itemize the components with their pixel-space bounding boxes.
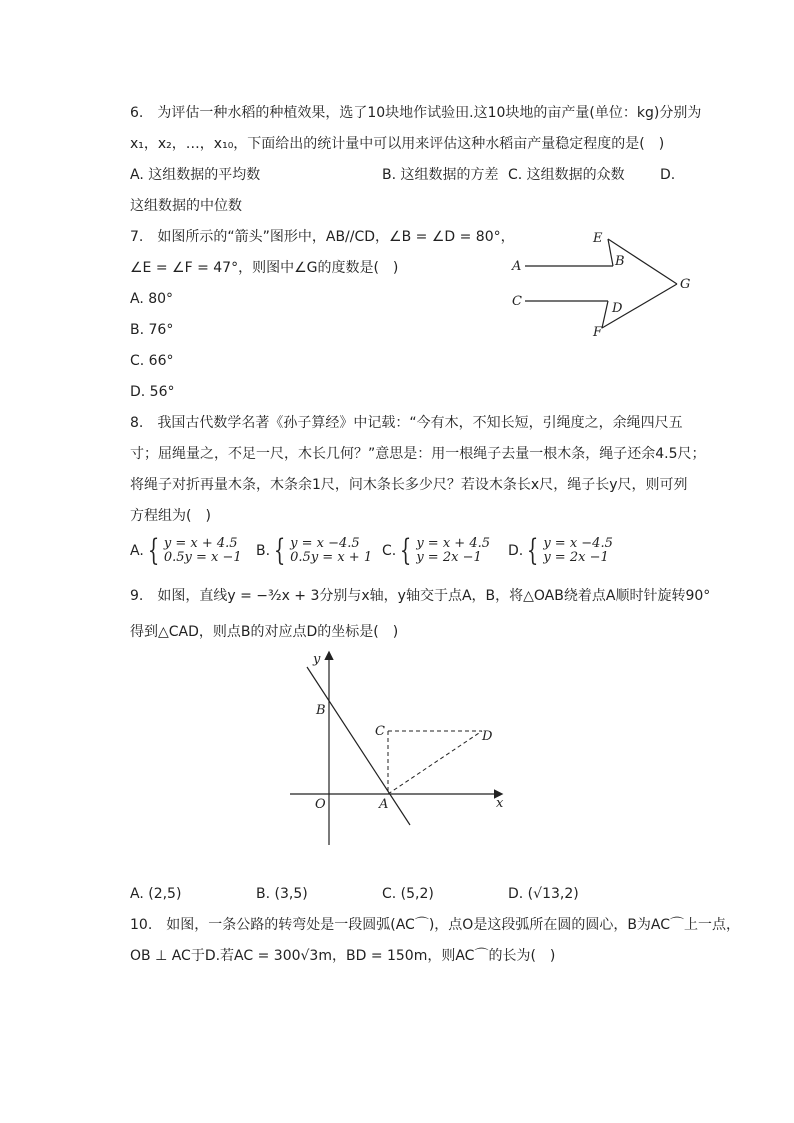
q7-option-b: B. 76° xyxy=(130,322,174,338)
q7-option-c: C. 66° xyxy=(130,353,174,369)
q6-line-2: x₁，x₂，…，x₁₀，下面给出的统计量中可以用来评估这种水稻亩产量稳定程度的是( ) xyxy=(130,136,665,152)
q7-arrow-figure xyxy=(505,225,700,340)
q10-line-1: 10. 如图，一条公路的转弯处是一段圆弧(AC⌒)，点O是这段弧所在圆的圆心，B为AC⌒上一点， xyxy=(130,917,741,933)
label-g: G xyxy=(680,277,691,292)
segment-be xyxy=(608,239,613,266)
q8-line-3: 将绳子对折再量木条，木条余1尺，问木条长多少尺？若设木条长x尺，绳子长y尺，则可列 xyxy=(130,477,688,493)
q8-option-c: C. { y = x + 4.5 y = 2x −1 xyxy=(382,533,490,568)
q8-option-a-eq2: 0.5y = x −1 xyxy=(163,550,242,565)
segment-fd xyxy=(602,301,608,328)
segment-ad xyxy=(388,731,482,794)
q8-option-c-eq1: y = x + 4.5 xyxy=(416,536,490,551)
q8-option-c-label: C. xyxy=(382,543,397,559)
q8-option-b-eq2: 0.5y = x + 1 xyxy=(290,550,373,565)
q7-option-a: A. 80° xyxy=(130,291,174,307)
q8-option-b-eq1: y = x −4.5 xyxy=(290,536,360,551)
q8-option-d-eq1: y = x −4.5 xyxy=(543,536,613,551)
q9-line-2: 得到△CAD，则点B的对应点D的坐标是( ) xyxy=(130,624,399,640)
q8-option-c-eq2: y = 2x −1 xyxy=(416,550,482,565)
q6-option-a: A. 这组数据的平均数 xyxy=(130,167,261,183)
q8-option-b: B. { y = x −4.5 0.5y = x + 1 xyxy=(256,533,373,568)
q7-line-1: 7. 如图所示的“箭头”图形中，AB//CD，∠B = ∠D = 80°， xyxy=(130,229,515,245)
label-x: x xyxy=(496,796,504,811)
q8-option-d-label: D. xyxy=(508,543,524,559)
q6-option-c: C. 这组数据的众数 xyxy=(508,167,625,183)
q10-line-2: OB ⊥ AC于D.若AC = 300√3m，BD = 150m，则AC⌒的长为( ) xyxy=(130,948,556,964)
q9-option-d: D. (√13,2) xyxy=(508,886,579,902)
label-b: B xyxy=(316,703,326,718)
label-f: F xyxy=(593,325,603,340)
label-a: A xyxy=(512,259,522,274)
q6-line-1: 6. 为评估一种水稻的种植效果，选了10块地作试验田.这10块地的亩产量(单位：kg)分别为 xyxy=(130,105,702,121)
q7-option-d: D. 56° xyxy=(130,384,175,400)
label-c: C xyxy=(512,294,522,309)
q8-option-a-label: A. xyxy=(130,543,144,559)
label-d: D xyxy=(612,301,623,316)
label-a: A xyxy=(379,797,389,812)
label-b: B xyxy=(615,254,625,269)
q8-option-a: A. { y = x + 4.5 0.5y = x −1 xyxy=(130,533,242,568)
q7-line-2: ∠E = ∠F = 47°，则图中∠G的度数是( ) xyxy=(130,260,399,276)
q9-option-c: C. (5,2) xyxy=(382,886,434,902)
q6-option-b: B. 这组数据的方差 xyxy=(382,167,499,183)
q8-line-1: 8. 我国古代数学名著《孙子算经》中记载：“今有木，不知长短，引绳度之，余绳四尺五 xyxy=(130,415,683,431)
q6-option-d-label: D. xyxy=(660,167,676,183)
q9-coordinate-figure xyxy=(285,645,510,850)
q8-option-d: D. { y = x −4.5 y = 2x −1 xyxy=(508,533,613,568)
q9-option-b: B. (3,5) xyxy=(256,886,308,902)
label-o: O xyxy=(315,797,326,812)
q8-option-a-eq1: y = x + 4.5 xyxy=(163,536,238,551)
q8-line-2: 寸；屈绳量之，不足一尺，木长几何？”意思是：用一根绳子去量一根木条，绳子还余4.5尺； xyxy=(130,446,706,462)
label-c: C xyxy=(375,724,385,739)
label-y: y xyxy=(313,652,321,667)
q8-option-d-eq2: y = 2x −1 xyxy=(543,550,609,565)
q8-line-4: 方程组为( ) xyxy=(130,508,211,524)
q9-line-1: 9. 如图，直线y = −³⁄₂x + 3分别与x轴，y轴交于点A，B，将△OAB绕着点A顺时针旋转90° xyxy=(130,588,711,604)
q9-option-a: A. (2,5) xyxy=(130,886,182,902)
q6-option-d-text: 这组数据的中位数 xyxy=(130,198,242,214)
q8-option-b-label: B. xyxy=(256,543,271,559)
label-d: D xyxy=(482,729,493,744)
label-e: E xyxy=(593,231,603,246)
